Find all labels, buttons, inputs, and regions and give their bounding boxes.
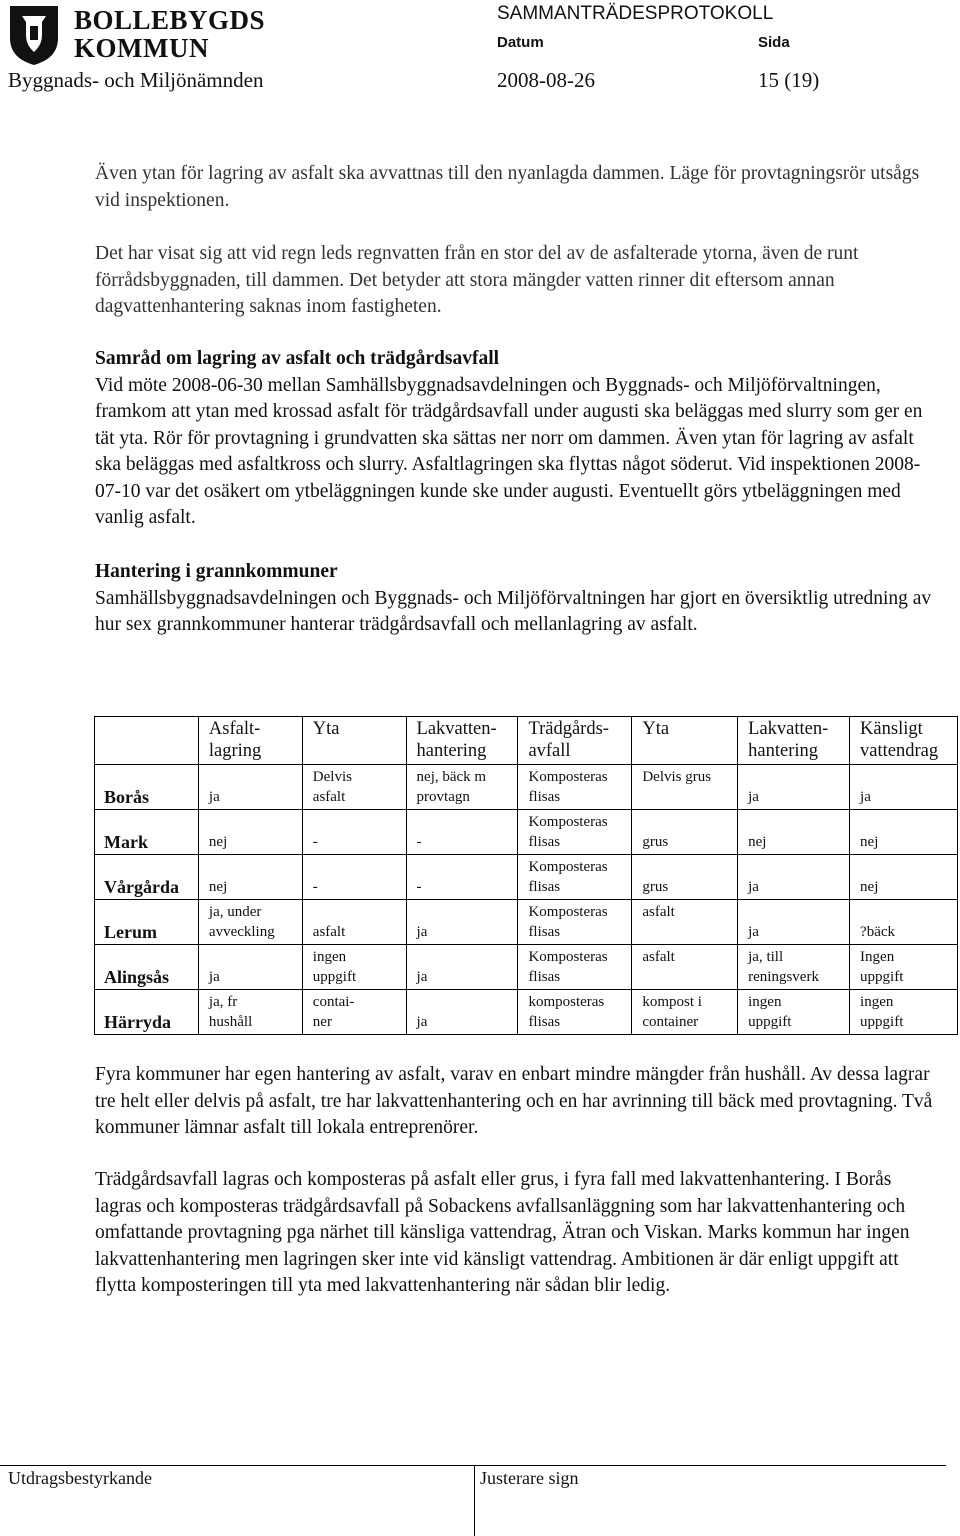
cell-line: vattendrag [860,741,939,761]
cell-line [209,857,299,877]
table-cell [406,810,518,855]
cell-line: hushåll [208,1014,253,1030]
cell-line [104,902,195,922]
table-cell [738,765,850,810]
cell-line: avfall [528,741,571,761]
cell-line: - [312,879,318,895]
cell-line: ja [208,789,220,805]
cell-line: Komposteras [528,949,608,965]
cell-line: uppgift [860,1014,904,1030]
table-cell [302,855,406,900]
date-label: Datum [497,34,544,51]
table-cell [406,855,518,900]
table-cell [198,810,302,855]
cell-line [104,947,195,967]
cell-line [417,812,515,832]
municipality-comparison-table [94,716,958,1035]
cell-line: Lerum [104,922,157,942]
section-samrad [95,346,935,532]
cell-line: ja [748,924,759,940]
table-cell [406,945,518,990]
cell-line [748,812,846,832]
table-cell [302,990,406,1035]
cell-line: Lakvatten- [416,719,497,739]
cell-line: Ingen [860,949,895,965]
cell-line: ingen [860,994,894,1010]
cell-line [104,992,195,1012]
table-cell [738,945,850,990]
cell-line: ja [748,879,759,895]
cell-line [104,857,195,877]
cell-line: container [642,1014,699,1030]
cell-line: komposteras [528,994,605,1010]
logo-line-2: KOMMUN [74,33,209,63]
table-cell [850,900,958,945]
cell-line [209,767,299,787]
paragraph-4: Samhällsbyggnadsavdelningen och Byggnads- och Miljöförvaltningen har gjort en översiktlig utredning av hur sex grannkommuner hanterar trädgårdsavfall och mellanlagring av asfalt. [95,587,932,635]
table-header-cell [850,717,958,765]
cell-line: Vårgårda [104,877,179,897]
cell-line [860,902,954,922]
logo-line-1: BOLLEBYGDS [74,5,266,35]
cell-line: ja [860,789,871,805]
cell-line: ja [748,789,759,805]
cell-line: hantering [748,741,819,761]
cell-line [313,812,403,832]
cell-line [642,812,734,832]
municipality-cell [95,945,199,990]
cell-line [313,857,403,877]
cell-line [417,992,515,1012]
cell-line: Komposteras [528,904,608,920]
cell-line [104,812,195,832]
cell-line: ja, fr [208,994,238,1010]
cell-line: ja [208,969,220,985]
table-cell [738,990,850,1035]
table-row [95,765,958,810]
paragraph-1: Även ytan för lagring av asfalt ska avvattnas till den nyanlagda dammen. Läge för provtagningsrör utsågs vid inspektionen. [95,163,920,211]
cell-line [105,740,195,762]
cell-line [642,922,734,942]
table-header-cell [198,717,302,765]
municipality-logo [8,4,266,66]
cell-line: - [312,834,318,850]
table-header-cell [302,717,406,765]
table-row [95,810,958,855]
table-cell [302,900,406,945]
table-cell [302,945,406,990]
cell-line: flisas [528,834,561,850]
cell-line [313,740,403,762]
document-type: SAMMANTRÄDESPROTOKOLL [497,3,774,24]
table-cell [518,990,632,1035]
cell-line [860,767,954,787]
table-header-cell [518,717,632,765]
cell-line: uppgift [748,1014,792,1030]
cell-line: lagring [208,741,262,761]
cell-line: nej, bäck m [416,769,487,785]
logo-wordmark [74,6,265,62]
coat-of-arms-icon [8,4,64,66]
table-header-row [95,717,958,765]
cell-line: contai- [312,994,355,1010]
cell-line [417,947,515,967]
table-row [95,990,958,1035]
paragraph-2: Det har visat sig att vid regn leds regnvatten från en stor del av de asfalterade ytorna, även de runt förrådsbyggnaden, till dammen. Det betyder att stora mängder vatten rinner dit eftersom annan dagvattenhantering saknas inom fastigheten. [95,243,859,317]
cell-line: Delvis grus [642,769,712,785]
paragraph-5: Fyra kommuner har egen hantering av asfalt, varav en enbart mindre mängder från hushåll. Av dessa lagrar tre helt eller delvis på asfalt, tre har lakvattenhantering och en har avrinning till bäck med provtagning. Två kommuner lämnar asfalt till lokala entreprenörer. [95,1064,933,1138]
table-cell [406,765,518,810]
cell-line: Härryda [104,1012,171,1032]
page-number: 15 (19) [758,68,820,92]
table-cell [518,810,632,855]
cell-line [209,947,299,967]
cell-line: hantering [416,741,487,761]
cell-line: Asfalt- [208,719,261,739]
cell-line: nej [860,834,879,850]
cell-line: provtagn [416,789,470,805]
cell-line: ja, under [208,904,262,920]
cell-line [860,857,954,877]
cell-line: Borås [104,787,149,807]
table-cell [632,900,738,945]
cell-line: grus [642,834,669,850]
table-cell [198,945,302,990]
municipality-cell [95,855,199,900]
table-cell [518,900,632,945]
table-cell [198,765,302,810]
table-cell [518,855,632,900]
footer-divider [0,1465,946,1466]
cell-line: ?bäck [860,924,896,940]
cell-line: kompost i [642,994,702,1010]
table-cell [406,900,518,945]
table-row [95,855,958,900]
table-cell [850,945,958,990]
cell-line: nej [748,834,767,850]
table-cell [632,855,738,900]
cell-line: ja, till [748,949,784,965]
attestation-label: Utdragsbestyrkande [8,1468,152,1488]
table-cell [850,990,958,1035]
municipality-cell [95,765,199,810]
paragraph-6: Trädgårdsavfall lagras och komposteras på asfalt eller grus, i fyra fall med lakvattenhantering. I Borås lagras och komposteras trädgårdsavfall på Sobackens avfallsanläggning som har lakvattenhantering och omfattande provtagning pga närhet till känsliga vattendrag, Ätran och Viskan. Marks kommun har ingen lakvattenhantering men lagringen sker inte vid känsligt vattendrag. Ambitionen är där enligt uppgift att flytta komposteringen till yta med lakvattenhantering när sådan blir ledig. [95,1169,910,1296]
cell-line [105,718,195,740]
cell-line [860,812,954,832]
table-cell [198,855,302,900]
cell-line: asfalt [642,904,675,920]
table-cell [738,855,850,900]
municipality-cell [95,900,199,945]
cell-line [748,767,846,787]
cell-line: Yta [642,719,670,739]
cell-line: flisas [528,969,561,985]
table-header-cell [738,717,850,765]
cell-line: Komposteras [528,859,608,875]
department-name: Byggnads- och Miljönämnden [8,68,264,92]
cell-line: Mark [104,832,148,852]
cell-line: Trädgårds- [528,719,609,739]
table-cell [632,810,738,855]
cell-line [642,967,734,987]
cell-line: flisas [528,879,561,895]
cell-line: Lakvatten- [748,719,829,739]
cell-line: Komposteras [528,814,608,830]
cell-line: Delvis [312,769,352,785]
cell-line: asfalt [642,949,675,965]
section-grannkommuner [95,559,935,639]
table-cell [632,990,738,1035]
cell-line: flisas [528,1014,561,1030]
table-cell [518,765,632,810]
cell-line: ja [416,924,428,940]
cell-line: nej [208,834,228,850]
cell-line: Alingsås [104,967,170,987]
cell-line: ner [312,1014,332,1030]
table-cell [302,810,406,855]
cell-line: ingen [312,949,347,965]
cell-line [417,857,515,877]
cell-line: nej [208,879,228,895]
table-cell [738,900,850,945]
municipality-cell [95,990,199,1035]
cell-line: grus [642,879,669,895]
table-cell [302,765,406,810]
cell-line: ingen [748,994,782,1010]
municipality-cell [95,810,199,855]
cell-line: Yta [312,719,340,739]
table-cell [406,990,518,1035]
cell-line: reningsverk [748,969,819,985]
cell-line: Känsligt [860,719,923,739]
cell-line: uppgift [860,969,904,985]
table-cell [850,765,958,810]
table-cell [518,945,632,990]
table-header-cell [95,717,199,765]
cell-line: asfalt [312,789,346,805]
table-cell [738,810,850,855]
footer-column-divider [474,1465,475,1536]
table-cell [632,765,738,810]
cell-line [642,857,734,877]
cell-line: nej [860,879,879,895]
cell-line: avveckling [208,924,275,940]
table-row [95,945,958,990]
page-label: Sida [758,34,790,51]
cell-line: ja [416,969,428,985]
cell-line: asfalt [312,924,346,940]
table-header-cell [632,717,738,765]
cell-line: - [416,879,422,895]
cell-line [748,902,846,922]
table-cell [850,810,958,855]
cell-line [417,902,515,922]
table-cell [632,945,738,990]
adjuster-signature-label: Justerare sign [480,1468,579,1488]
section-heading: Hantering i grannkommuner [95,561,338,582]
cell-line: flisas [528,789,561,805]
cell-line [313,902,403,922]
cell-line: Komposteras [528,769,608,785]
table-header-cell [406,717,518,765]
cell-line [642,740,734,762]
cell-line [209,812,299,832]
cell-line: uppgift [312,969,357,985]
table-cell [198,990,302,1035]
table-row [95,900,958,945]
cell-line: ja [416,1014,428,1030]
section-heading: Samråd om lagring av asfalt och trädgårdsavfall [95,348,500,369]
cell-line [642,787,734,807]
meeting-date: 2008-08-26 [497,68,595,92]
table-cell [850,855,958,900]
cell-line [104,767,195,787]
table-cell [198,900,302,945]
paragraph-3: Vid möte 2008-06-30 mellan Samhällsbyggnadsavdelningen och Byggnads- och Miljöförvaltningen, framkom att ytan med krossad asfalt för trädgårdsavfall under augusti ska beläggas med slurry som ger en tät yta. Rör för provtagning i grundvatten ska sättas ner norr om dammen. Även ytan för lagring av asfalt ska beläggas med asfaltkross och slurry. Asfaltlagringen ska flyttas något söderut. Vid inspektionen 2008-07-10 var det osäkert om ytbeläggningen kunde ske under augusti. Eventuellt görs ytbeläggningen med vanlig asfalt. [95,374,923,528]
cell-line [748,857,846,877]
cell-line: flisas [528,924,561,940]
cell-line: - [416,834,422,850]
